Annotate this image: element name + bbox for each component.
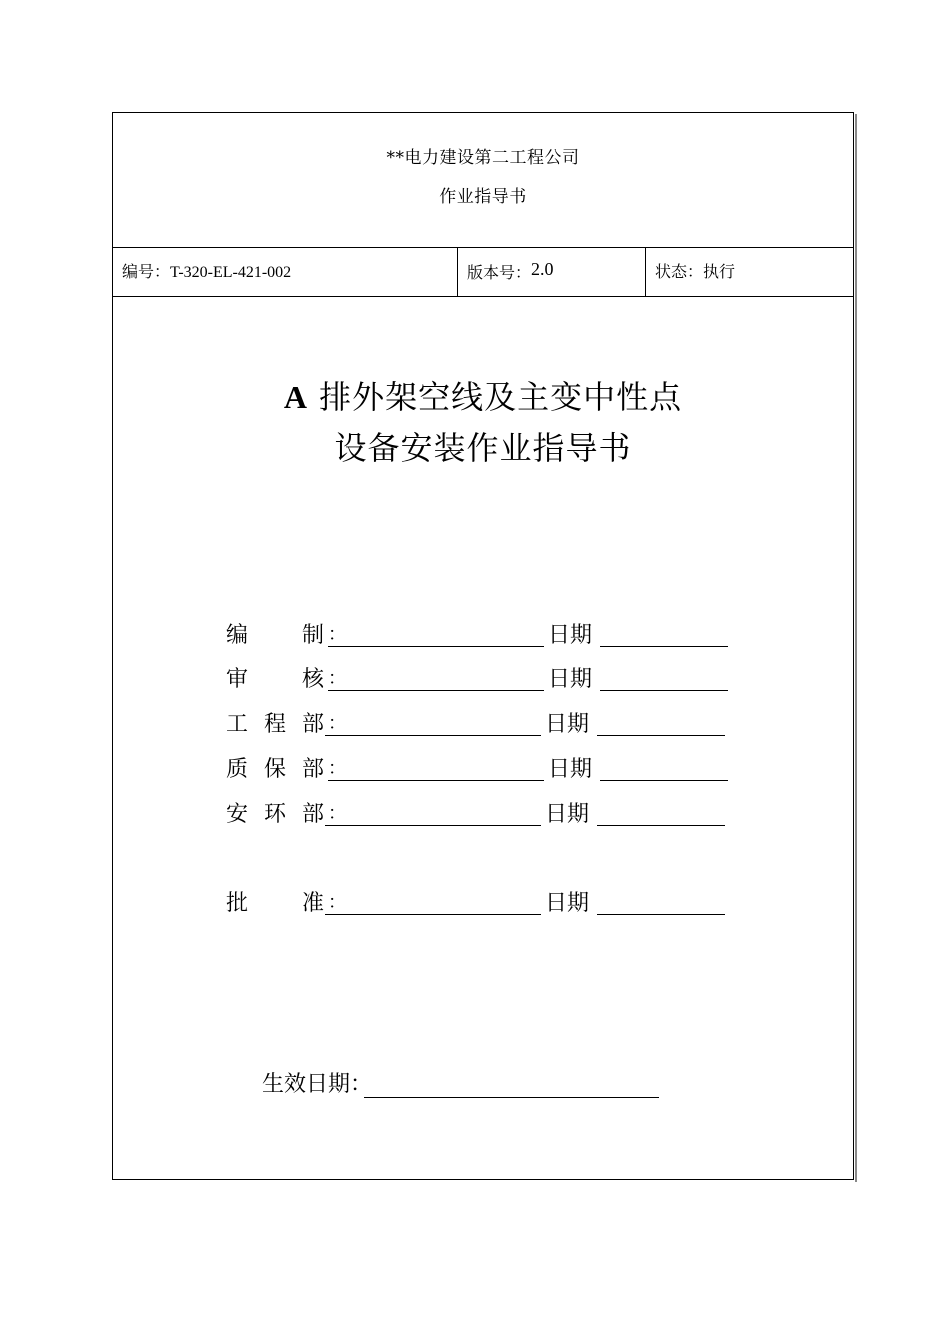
effective-date-row [262, 1067, 372, 1097]
signature-colon: ： [328, 803, 346, 824]
signature-colon: ： [328, 758, 346, 779]
document-header [113, 113, 853, 248]
title-lead-letter: A [283, 379, 308, 415]
signature-name-line[interactable] [325, 735, 541, 736]
signature-colon: ： [328, 668, 346, 689]
signature-date-label: 日期 [548, 667, 593, 692]
version-value: 2.0 [531, 259, 554, 279]
status-label: 状态： [655, 262, 704, 281]
signature-label-char: 编 [226, 623, 249, 648]
signature-name-line[interactable] [325, 825, 541, 826]
signature-colon: ： [328, 624, 346, 645]
signature-date-label: 日期 [548, 623, 593, 648]
signature-date-line[interactable] [597, 914, 725, 915]
version-cell [458, 248, 646, 296]
signature-name-line[interactable] [328, 780, 544, 781]
signature-label-char: 制 [302, 623, 325, 648]
signature-colon: ： [328, 892, 346, 913]
status-cell [646, 248, 855, 296]
signature-date-line[interactable] [597, 735, 725, 736]
signature-date-label: 日期 [545, 891, 590, 916]
document-frame [112, 112, 854, 1180]
signature-label-char: 质 [226, 757, 249, 782]
signature-date-line[interactable] [600, 646, 728, 647]
signature-label-char: 环 [264, 802, 287, 827]
document-title-line-2: 设备安装作业指导书 [334, 429, 632, 467]
signature-label-char: 核 [302, 667, 325, 692]
signature-label-char: 批 [226, 891, 249, 916]
info-row [113, 248, 853, 297]
signature-date-label: 日期 [548, 757, 593, 782]
signature-name-line[interactable] [328, 646, 544, 647]
signature-date-label: 日期 [545, 712, 590, 737]
company-name: **电力建设第二工程公司 [386, 148, 580, 168]
signature-name-line[interactable] [328, 690, 544, 691]
signature-label-char: 部 [302, 802, 325, 827]
version-label: 版本号： [467, 263, 532, 282]
document-number-value: T-320-EL-421-002 [170, 264, 292, 281]
signature-date-line[interactable] [597, 825, 725, 826]
document-number-label: 编号： [122, 262, 171, 281]
signature-label-char: 部 [302, 712, 325, 737]
title-line-1-text: 排外架空线及主变中性点 [307, 378, 683, 416]
signature-date-line[interactable] [600, 690, 728, 691]
effective-date-line[interactable] [364, 1097, 659, 1098]
signature-label-char: 审 [226, 667, 249, 692]
signature-label-char: 保 [264, 757, 287, 782]
signature-name-line[interactable] [325, 914, 541, 915]
signature-label-char: 部 [302, 757, 325, 782]
signature-label-char: 程 [264, 712, 287, 737]
signature-date-line[interactable] [600, 780, 728, 781]
status-value: 执行 [703, 262, 736, 281]
document-number-cell [113, 248, 458, 296]
document-type: 作业指导书 [439, 187, 527, 207]
document-title-line-1 [113, 372, 853, 418]
effective-date-label: 生效日期： [262, 1072, 373, 1097]
signature-date-label: 日期 [545, 802, 590, 827]
frame-shadow [855, 114, 857, 1182]
signature-colon: ： [328, 713, 346, 734]
signature-label-char: 工 [226, 712, 249, 737]
signature-label-char: 安 [226, 802, 249, 827]
signature-label-char: 准 [302, 891, 325, 916]
